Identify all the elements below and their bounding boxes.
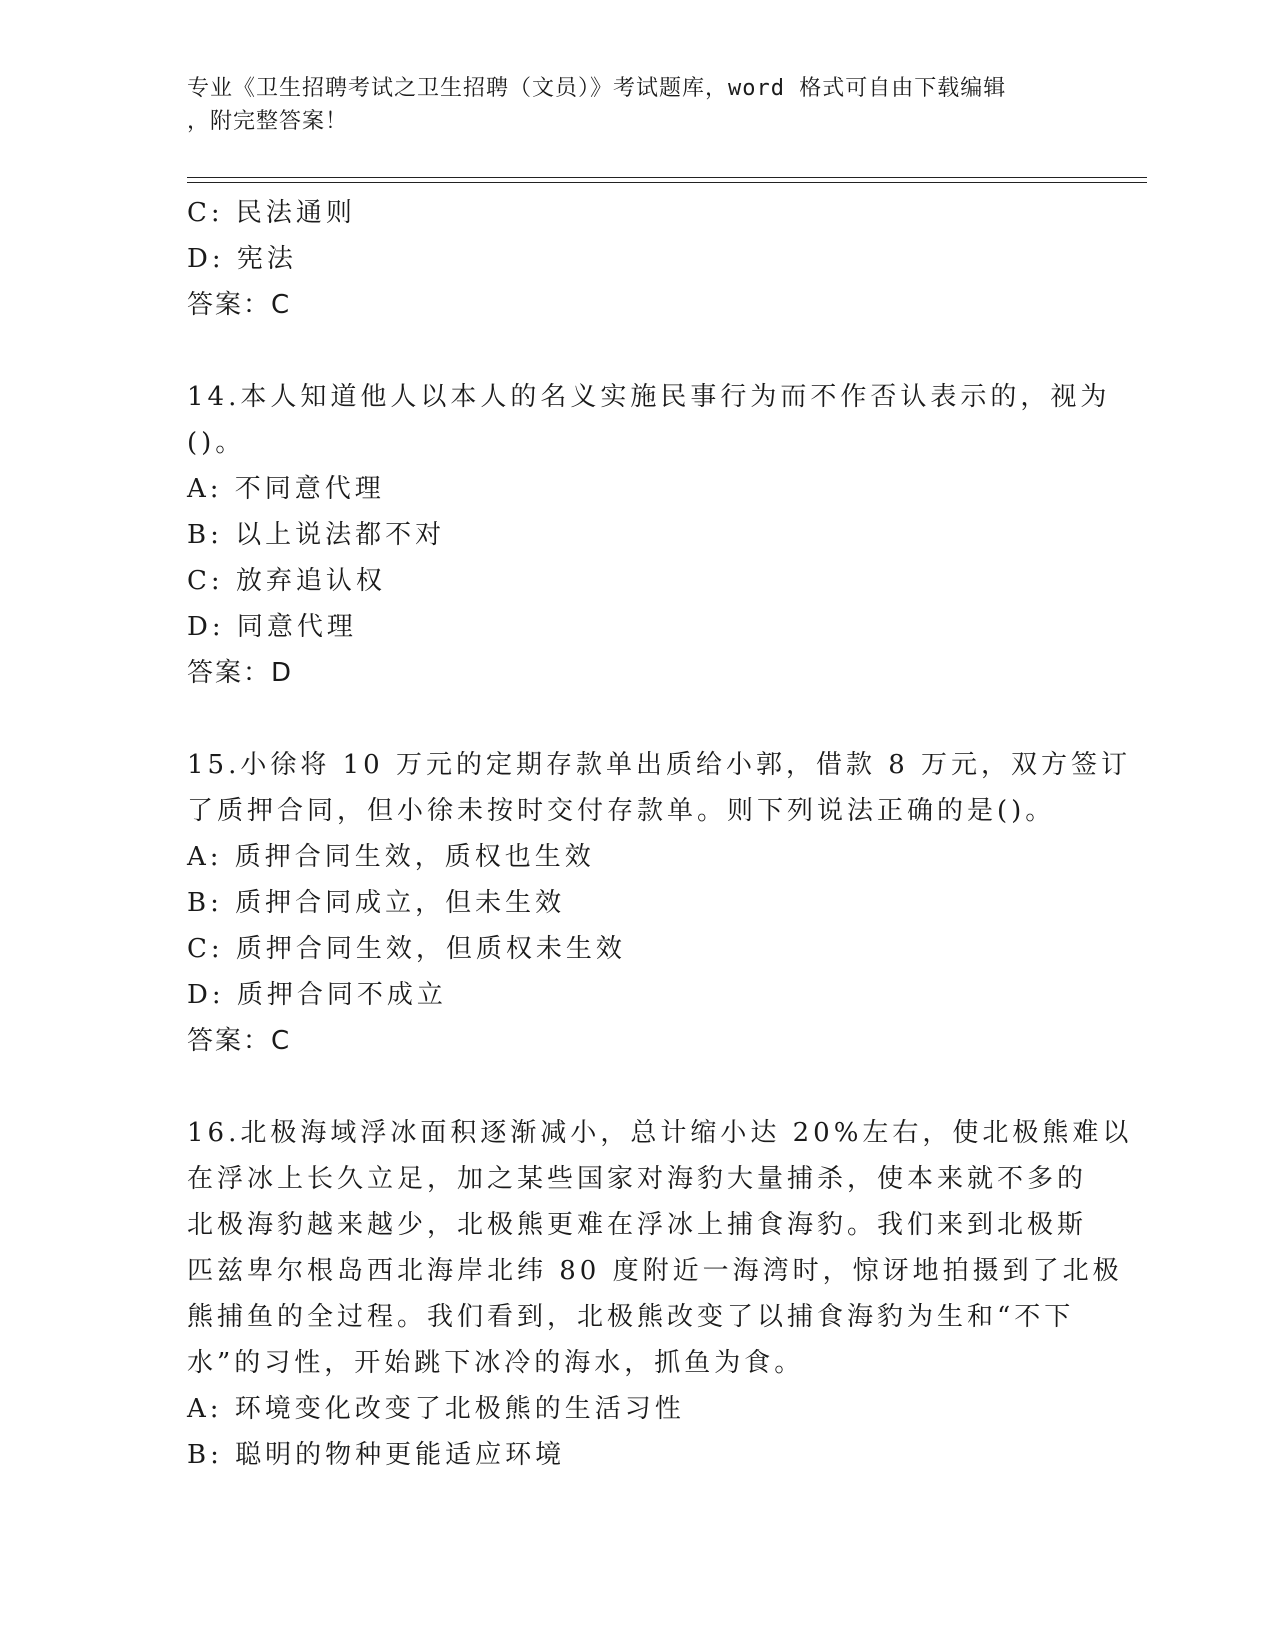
spacer [187, 696, 1087, 742]
header-line-1: 专业《卫生招聘考试之卫生招聘（文员）》考试题库，word 格式可自由下载编辑 [187, 76, 1007, 101]
option-c: C: 质押合同生效，但质权未生效 [187, 934, 626, 964]
spacer [187, 328, 1087, 374]
option-b: B: 聪明的物种更能适应环境 [187, 1440, 566, 1470]
option-a: A: 质押合同生效，质权也生效 [187, 842, 595, 872]
answer: 答案：C [187, 1026, 292, 1056]
question-text-line: 熊捕鱼的全过程。我们看到，北极熊改变了以捕食海豹为生和“不下 [187, 1302, 1075, 1332]
question-text-line: 北极海豹越来越少，北极熊更难在浮冰上捕食海豹。我们来到北极斯 [187, 1210, 1088, 1240]
option-c: C: 民法通则 [187, 198, 356, 228]
question-text-line: ()。 [187, 428, 246, 458]
option-c: C: 放弃追认权 [187, 566, 386, 596]
option-a: A: 不同意代理 [187, 474, 385, 504]
option-d: D: 宪法 [187, 244, 297, 274]
question-15 [187, 742, 1132, 1064]
spacer [187, 1064, 1087, 1110]
question-text-line: 在浮冰上长久立足，加之某些国家对海豹大量捕杀，使本来就不多的 [187, 1164, 1088, 1194]
answer: 答案：D [187, 658, 294, 688]
question-text-line: 水”的习性，开始跳下冰冷的海水，抓鱼为食。 [187, 1348, 805, 1378]
question-text-line: 15.小徐将 10 万元的定期存款单出质给小郭，借款 8 万元，双方签订 [187, 750, 1132, 780]
option-a: A: 环境变化改变了北极熊的生活习性 [187, 1394, 685, 1424]
option-b: B: 质押合同成立，但未生效 [187, 888, 566, 918]
question-text-line: 16.北极海域浮冰面积逐渐减小，总计缩小达 20%左右，使北极熊难以 [187, 1118, 1133, 1148]
question-16 [187, 1110, 1133, 1478]
header-divider-top [187, 177, 1147, 178]
header-divider-bottom [187, 182, 1147, 183]
option-d: D: 质押合同不成立 [187, 980, 447, 1010]
question-text-line: 14.本人知道他人以本人的名义实施民事行为而不作否认表示的，视为 [187, 382, 1111, 412]
question-text-line: 匹兹卑尔根岛西北海岸北纬 80 度附近一海湾时，惊讶地拍摄到了北极 [187, 1256, 1123, 1286]
option-b: B: 以上说法都不对 [187, 520, 446, 550]
question-13-tail [187, 190, 1087, 328]
option-d: D: 同意代理 [187, 612, 357, 642]
question-14 [187, 374, 1111, 696]
answer: 答案：C [187, 290, 292, 320]
question-text-line: 了质押合同，但小徐未按时交付存款单。则下列说法正确的是()。 [187, 796, 1056, 826]
document-header [187, 72, 1087, 138]
header-line-2: ，附完整答案！ [187, 109, 349, 134]
question-content [187, 190, 1133, 1478]
